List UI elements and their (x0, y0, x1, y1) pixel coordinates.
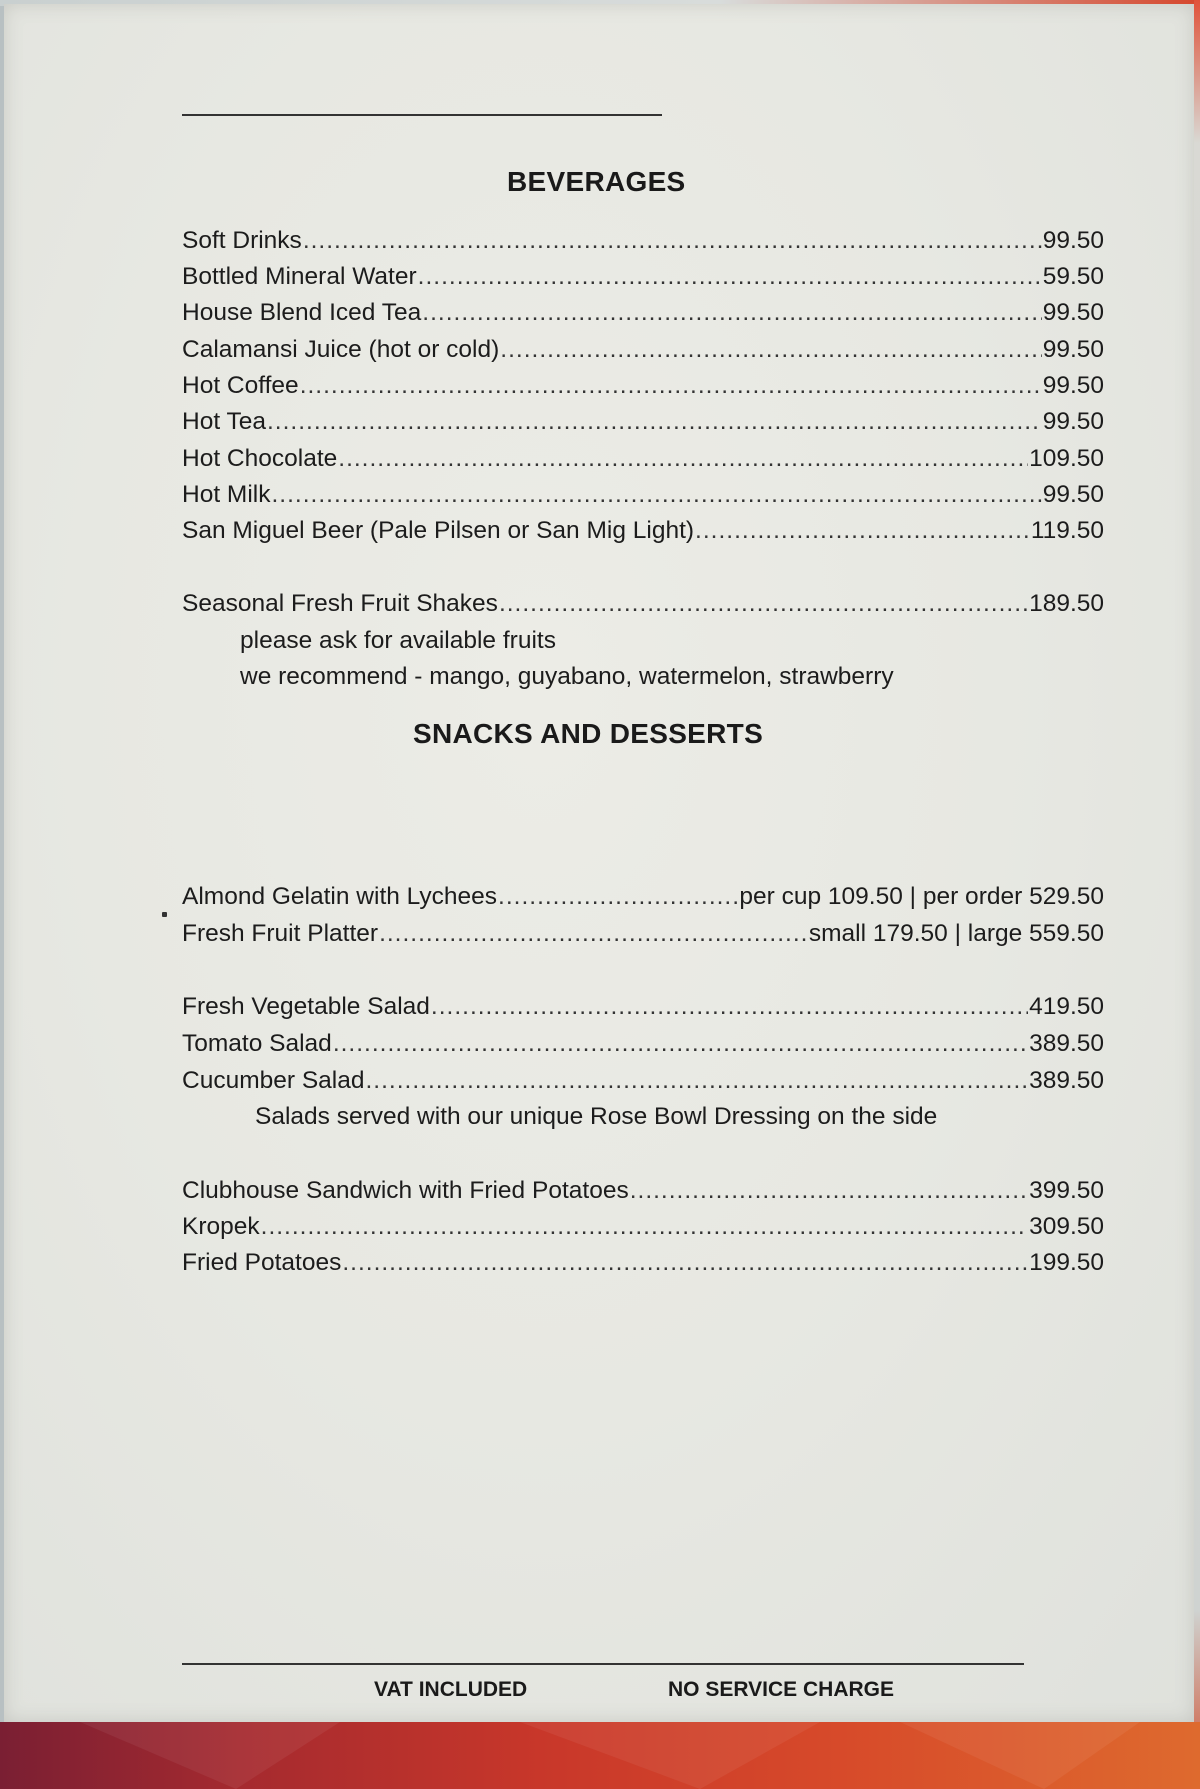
menu-item-calamansi-juice (182, 336, 1104, 372)
print-speck (162, 912, 167, 917)
item-name: Fried Potatoes (182, 1249, 342, 1276)
item-price: 99.50 (1042, 227, 1104, 254)
item-name: Soft Drinks (182, 227, 302, 254)
menu-item-soft-drinks (182, 227, 1104, 263)
item-name: Calamansi Juice (hot or cold) (182, 336, 500, 363)
dot-leader (338, 445, 1028, 473)
dot-leader (499, 590, 1028, 618)
item-price: 99.50 (1042, 372, 1104, 399)
item-price: 199.50 (1029, 1249, 1104, 1276)
dot-leader (342, 1249, 1028, 1277)
menu-item-tomato-salad (182, 1030, 1104, 1066)
dot-leader (300, 372, 1042, 400)
item-name: Hot Tea (182, 408, 266, 435)
dot-leader (431, 993, 1028, 1021)
menu-item-kropek (182, 1213, 1104, 1249)
item-price: 99.50 (1042, 408, 1104, 435)
menu-item-fresh-vegetable-salad (182, 993, 1104, 1029)
menu-item-fruit-shakes (182, 590, 1104, 626)
item-name: Cucumber Salad (182, 1067, 365, 1094)
dot-leader (695, 517, 1030, 545)
snacks-heading: SNACKS AND DESSERTS (413, 718, 764, 749)
item-name: Bottled Mineral Water (182, 263, 417, 290)
salad-dressing-note: Salads served with our unique Rose Bowl Dressing on the side (255, 1103, 938, 1130)
item-name: Fresh Vegetable Salad (182, 993, 430, 1020)
shake-note-availability: please ask for available fruits (240, 627, 556, 654)
menu-item-clubhouse-sandwich (182, 1177, 1104, 1213)
item-name: Almond Gelatin with Lychees (182, 883, 498, 910)
item-price: 189.50 (1029, 590, 1104, 617)
item-price: 389.50 (1029, 1030, 1104, 1057)
menu-item-hot-milk (182, 481, 1104, 517)
item-name: House Blend Iced Tea (182, 299, 422, 326)
top-divider (182, 114, 662, 116)
item-price: 419.50 (1029, 993, 1104, 1020)
item-price: 389.50 (1029, 1067, 1104, 1094)
dot-leader (630, 1177, 1028, 1205)
item-name: Tomato Salad (182, 1030, 332, 1057)
item-price: small 179.50 | large 559.50 (808, 920, 1104, 947)
frame-right-edge (1194, 0, 1200, 1789)
dot-leader (271, 481, 1041, 509)
bottom-divider (182, 1663, 1024, 1665)
item-name: Hot Chocolate (182, 445, 338, 472)
shake-note-recommend: we recommend - mango, guyabano, watermelon, strawberry (240, 663, 894, 690)
item-price: 309.50 (1029, 1213, 1104, 1240)
item-name: Hot Milk (182, 481, 271, 508)
dot-leader (267, 408, 1042, 436)
menu-item-hot-tea (182, 408, 1104, 444)
dot-leader (261, 1213, 1028, 1241)
dot-leader (500, 336, 1041, 364)
menu-item-fresh-fruit-platter (182, 920, 1104, 956)
no-service-charge-note: NO SERVICE CHARGE (668, 1678, 894, 1701)
menu-item-cucumber-salad (182, 1067, 1104, 1103)
menu-item-hot-coffee (182, 372, 1104, 408)
menu-item-hot-chocolate (182, 445, 1104, 481)
dot-leader (379, 920, 808, 948)
dot-leader (498, 883, 738, 911)
dot-leader (422, 299, 1041, 327)
dot-leader (303, 227, 1042, 255)
menu-item-san-miguel-beer (182, 517, 1104, 553)
dot-leader (365, 1067, 1028, 1095)
item-name: Seasonal Fresh Fruit Shakes (182, 590, 498, 617)
item-name: Fresh Fruit Platter (182, 920, 379, 947)
item-name: Kropek (182, 1213, 260, 1240)
item-name: Hot Coffee (182, 372, 299, 399)
item-price: per cup 109.50 | per order 529.50 (739, 883, 1104, 910)
beverages-heading: BEVERAGES (507, 166, 686, 197)
item-price: 99.50 (1042, 336, 1104, 363)
item-price: 99.50 (1042, 481, 1104, 508)
menu-item-fried-potatoes (182, 1249, 1104, 1285)
item-name: Clubhouse Sandwich with Fried Potatoes (182, 1177, 629, 1204)
item-price: 399.50 (1029, 1177, 1104, 1204)
menu-item-house-blend-iced-tea (182, 299, 1104, 335)
dot-leader (333, 1030, 1028, 1058)
item-name: San Miguel Beer (Pale Pilsen or San Mig Light) (182, 517, 695, 544)
item-price: 119.50 (1030, 517, 1104, 544)
menu-item-bottled-mineral-water (182, 263, 1104, 299)
item-price: 109.50 (1029, 445, 1104, 472)
item-price: 99.50 (1042, 299, 1104, 326)
vat-included-note: VAT INCLUDED (374, 1678, 528, 1701)
dot-leader (418, 263, 1042, 291)
menu-item-almond-gelatin (182, 883, 1104, 919)
item-price: 59.50 (1042, 263, 1104, 290)
